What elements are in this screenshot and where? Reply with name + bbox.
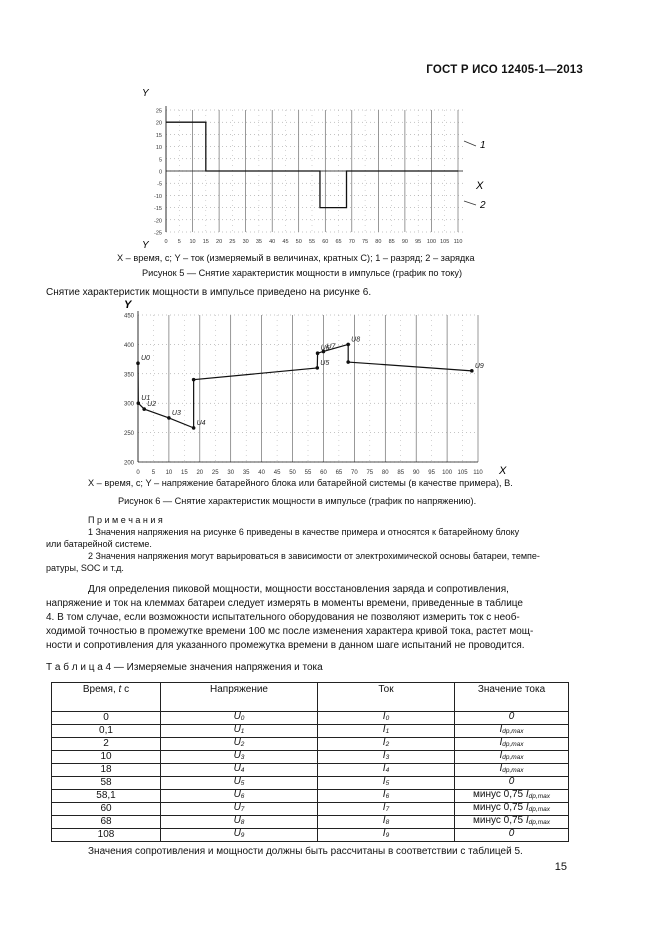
figure6-chart: [112, 300, 512, 480]
table4-cell-current-value: Idp,max: [455, 725, 569, 738]
table4-cell-current-value: минус 0,75 Idp,max: [455, 790, 569, 803]
table4-header-current: Ток: [318, 683, 455, 712]
table4-cell-time: 2: [52, 738, 161, 751]
x-tick-label: 80: [381, 470, 389, 476]
x-tick-label: 110: [453, 239, 463, 245]
paragraph-line-4: ходимой точностью в промежутке времени 100 мс после изменения характера кривой тока, растет мощ-: [46, 626, 534, 637]
figure5-y-ticks: [154, 109, 162, 237]
y-tick-label: 350: [123, 372, 134, 379]
y-tick-label: 300: [123, 401, 134, 408]
table-row: [52, 777, 569, 790]
figure5-y-axis-letter-bottom: Y: [142, 240, 149, 250]
y-tick-label: 10: [155, 145, 162, 152]
table-row: [52, 816, 569, 829]
table-row: [52, 712, 569, 725]
y-tick-label: -5: [157, 181, 162, 188]
x-tick-label: 60: [320, 470, 327, 476]
standard-header: ГОСТ Р ИСО 12405-1—2013: [426, 64, 583, 76]
x-tick-label: 90: [412, 470, 420, 476]
table4-cell-voltage: U6: [161, 790, 318, 803]
figure6-y-ticks: [124, 314, 135, 467]
point-label: U7: [326, 343, 336, 351]
notes-heading: П р и м е ч а н и я: [88, 515, 163, 525]
x-tick-label: 40: [269, 239, 276, 245]
figure5-x-ticks: [164, 239, 462, 245]
x-tick-label: 90: [401, 239, 408, 245]
data-point: [142, 407, 146, 411]
x-tick-label: 105: [457, 470, 468, 476]
point-label: U5: [320, 359, 330, 367]
table4-cell-current: I8: [318, 816, 455, 829]
data-point: [316, 351, 320, 355]
data-point: [167, 416, 171, 420]
y-tick-label: 200: [123, 460, 134, 467]
table4-cell-voltage: U1: [161, 725, 318, 738]
data-point: [346, 360, 350, 364]
note1-line2: или батарейной системе.: [46, 539, 152, 549]
series-line: [138, 344, 472, 427]
y-tick-label: -20: [154, 218, 162, 225]
table4-cell-current: I7: [318, 803, 455, 816]
figure5-chart: [128, 86, 500, 250]
x-tick-label: 15: [202, 239, 209, 245]
figure6-title: Рисунок 6 — Снятие характеристик мощности в импульсе (график по напряжению).: [118, 496, 477, 506]
x-tick-label: 85: [397, 470, 405, 476]
table4-cell-time: 0: [52, 712, 161, 725]
table4-header-current-value: Значение тока: [455, 683, 569, 712]
point-label: U4: [196, 419, 206, 427]
point-label: U0: [141, 355, 150, 363]
table4-cell-time: 60: [52, 803, 161, 816]
table4-cell-time: 18: [52, 764, 161, 777]
data-point: [192, 378, 196, 382]
x-tick-label: 25: [229, 239, 236, 245]
figure5-x-axis-letter: X: [476, 180, 484, 192]
x-tick-label: 95: [428, 470, 435, 476]
y-tick-label: 450: [123, 313, 134, 320]
x-tick-label: 30: [227, 470, 235, 476]
table4: [51, 682, 569, 842]
table-row: [52, 725, 569, 738]
figure5-grid: [166, 106, 463, 232]
y-tick-label: -10: [154, 193, 162, 200]
x-tick-label: 10: [189, 239, 196, 245]
y-tick-label: 250: [123, 431, 134, 438]
table4-cell-voltage: U5: [161, 777, 318, 790]
figure6-x-ticks: [136, 470, 483, 476]
paragraph-line-3: 4. В том случае, если возможности испытательного оборудования не позволяют измерить ток с необ-: [46, 612, 520, 623]
x-tick-label: 75: [362, 239, 369, 245]
figure6-y-axis-letter: Y: [124, 300, 132, 311]
point-label: U6: [320, 345, 330, 353]
point-label: U2: [147, 401, 157, 409]
table4-title: Т а б л и ц а 4 — Измеряемые значения напряжения и тока: [46, 662, 323, 673]
figure6-point-labels: [141, 336, 484, 426]
x-tick-label: 20: [196, 470, 204, 476]
table4-cell-current: I9: [318, 829, 455, 842]
y-tick-label: 15: [155, 132, 162, 139]
data-point: [315, 366, 319, 370]
data-point: [346, 343, 350, 347]
figure5-leader-1: [464, 141, 476, 146]
figure5-leader-2: [464, 201, 476, 205]
table-row: [52, 764, 569, 777]
table4-cell-current-value: 0: [455, 829, 569, 842]
point-label: U3: [171, 409, 181, 417]
x-tick-label: 20: [216, 239, 223, 245]
x-tick-label: 50: [289, 470, 296, 476]
y-tick-label: -15: [154, 206, 162, 213]
x-tick-label: 0: [136, 470, 140, 476]
table4-cell-current-value: минус 0,75 Idp,max: [455, 816, 569, 829]
x-tick-label: 0: [164, 239, 168, 245]
x-tick-label: 35: [255, 239, 262, 245]
x-tick-label: 30: [242, 239, 249, 245]
y-tick-label: 400: [123, 342, 134, 349]
figure5-curve-label-2: 2: [480, 200, 486, 211]
table4-cell-current-value: Idp,max: [455, 764, 569, 777]
table4-cell-voltage: U8: [161, 816, 318, 829]
data-point: [137, 401, 141, 405]
x-tick-label: 55: [304, 470, 312, 476]
table4-cell-current: I5: [318, 777, 455, 790]
table4-cell-current-value: 0: [455, 777, 569, 790]
table4-cell-time: 58: [52, 777, 161, 790]
x-tick-label: 50: [295, 239, 302, 245]
table4-header-row: [52, 683, 569, 712]
x-tick-label: 25: [211, 470, 219, 476]
x-tick-label: 70: [348, 239, 355, 245]
x-tick-label: 110: [473, 470, 483, 476]
figure5-curve-label-1: 1: [480, 140, 486, 151]
page-number: 15: [554, 861, 567, 873]
paragraph-line-2: напряжение и ток на клеммах батареи следует измерять в моменты времени, приведенные в таблице: [46, 598, 523, 609]
table4-cell-time: 0,1: [52, 725, 161, 738]
table4-cell-voltage: U2: [161, 738, 318, 751]
table4-cell-current-value: 0: [455, 712, 569, 725]
x-tick-label: 75: [366, 470, 374, 476]
table4-cell-voltage: U3: [161, 751, 318, 764]
x-tick-label: 100: [442, 470, 453, 476]
figure5-legend: X – время, с; Y – ток (измеряемый в величинах, кратных C); 1 – разряд; 2 – зарядка: [117, 253, 475, 263]
x-tick-label: 55: [308, 239, 316, 245]
table-row: [52, 738, 569, 751]
x-tick-label: 105: [440, 239, 450, 245]
note2-line2: ратуры, SOC и т.д.: [46, 563, 124, 573]
table4-header-voltage: Напряжение: [161, 683, 318, 712]
table-row: [52, 790, 569, 803]
figure6-intro: Снятие характеристик мощности в импульсе приведено на рисунке 6.: [46, 287, 372, 298]
x-tick-label: 10: [165, 470, 173, 476]
x-tick-label: 40: [258, 470, 265, 476]
table4-cell-time: 10: [52, 751, 161, 764]
note2-line1: 2 Значения напряжения могут варьироваться в зависимости от электрохимической основы батареи, темпе-: [88, 551, 540, 561]
table4-cell-time: 108: [52, 829, 161, 842]
x-tick-label: 85: [388, 239, 395, 245]
table4-cell-current: I4: [318, 764, 455, 777]
table4-cell-time: 58,1: [52, 790, 161, 803]
x-tick-label: 65: [335, 239, 342, 245]
table4-footer: Значения сопротивления и мощности должны быть рассчитаны в соответствии с таблицей 5.: [88, 846, 523, 857]
y-tick-label: 0: [158, 169, 162, 176]
table-row: [52, 829, 569, 842]
table4-cell-current: I2: [318, 738, 455, 751]
table-row: [52, 803, 569, 816]
table4-cell-current: I1: [318, 725, 455, 738]
table4-cell-current-value: минус 0,75 Idp,max: [455, 803, 569, 816]
x-tick-label: 45: [282, 239, 289, 245]
paragraph-line-1: Для определения пиковой мощности, мощности восстановления заряда и сопротивления,: [88, 584, 509, 595]
point-label: U1: [141, 395, 151, 403]
table4-cell-voltage: U9: [161, 829, 318, 842]
y-tick-label: 20: [155, 120, 162, 127]
point-label: U8: [351, 336, 361, 344]
y-tick-label: 5: [158, 157, 162, 164]
x-tick-label: 100: [426, 239, 437, 245]
x-tick-label: 80: [375, 239, 382, 245]
x-tick-label: 45: [273, 470, 281, 476]
paragraph-line-5: ности и сопротивления для указанного промежутка времени в данном шаге испытаний не проводится.: [46, 640, 525, 651]
x-tick-label: 5: [151, 470, 156, 476]
y-tick-label: 25: [155, 108, 162, 115]
table4-cell-voltage: U7: [161, 803, 318, 816]
table4-cell-current: I3: [318, 751, 455, 764]
table4-cell-voltage: U4: [161, 764, 318, 777]
x-tick-label: 70: [351, 470, 358, 476]
x-tick-label: 5: [177, 239, 181, 245]
x-tick-label: 35: [242, 470, 250, 476]
figure5-y-axis-letter: Y: [142, 88, 149, 99]
table4-cell-current: I0: [318, 712, 455, 725]
table4-cell-voltage: U0: [161, 712, 318, 725]
data-point: [136, 361, 140, 365]
table-row: [52, 751, 569, 764]
data-point: [192, 426, 196, 430]
figure5-title: Рисунок 5 — Снятие характеристик мощности в импульсе (график по току): [142, 268, 463, 278]
x-tick-label: 65: [335, 470, 343, 476]
x-tick-label: 60: [322, 239, 329, 245]
x-tick-label: 95: [415, 239, 422, 245]
table4-cell-current-value: Idp,max: [455, 751, 569, 764]
table4-cell-current-value: Idp,max: [455, 738, 569, 751]
figure6-x-axis-letter: X: [499, 465, 507, 477]
y-tick-label: -25: [154, 230, 162, 237]
table4-header-time: Время, t с: [52, 683, 161, 712]
table4-cell-current: I6: [318, 790, 455, 803]
point-label: U9: [474, 362, 484, 370]
x-tick-label: 15: [181, 470, 188, 476]
data-point: [470, 369, 474, 373]
figure6-grid: [138, 311, 478, 462]
figure6-series: [136, 343, 473, 430]
figure6-legend: X – время, с; Y – напряжение батарейного блока или батарейной системы (в качестве примера), В.: [88, 478, 513, 488]
note1-line1: 1 Значения напряжения на рисунке 6 приведены в качестве примера и относятся к батарейному блоку: [88, 527, 520, 537]
table4-cell-time: 68: [52, 816, 161, 829]
